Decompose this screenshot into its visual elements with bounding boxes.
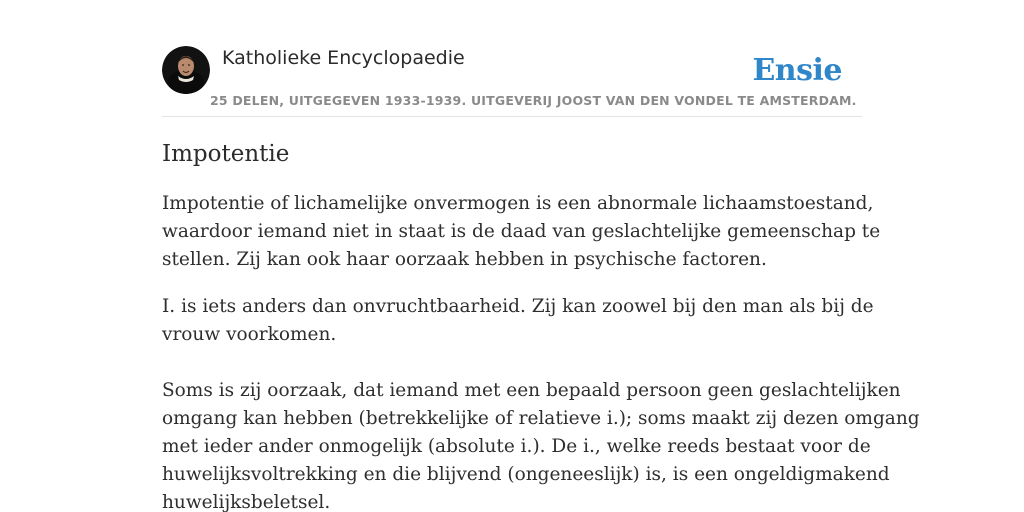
paragraph-line: met ieder ander onmogelijk (absolute i.). De i., welke reeds bestaat voor de bbox=[162, 436, 871, 457]
source-avatar[interactable] bbox=[162, 46, 210, 94]
article bbox=[162, 136, 920, 512]
source-title[interactable]: Katholieke Encyclopaedie bbox=[222, 47, 465, 69]
brand-logo[interactable]: Ensie bbox=[752, 53, 842, 88]
paragraph-line: huwelijksbeletsel. bbox=[162, 492, 331, 512]
portrait-icon bbox=[162, 46, 210, 94]
paragraph-line: I. is iets anders dan onvruchtbaarheid. Zij kan zoowel bij den man als bij de bbox=[162, 296, 874, 317]
article-paragraph-1 bbox=[162, 190, 881, 274]
source-subtitle: 25 DELEN, UITGEGEVEN 1933-1939. UITGEVERIJ JOOST VAN DEN VONDEL TE AMSTERDAM. bbox=[210, 93, 857, 108]
article-paragraph-2 bbox=[162, 293, 874, 349]
paragraph-line: vrouw voorkomen. bbox=[162, 324, 337, 345]
paragraph-line: Impotentie of lichamelijke onvermogen is een abnormale lichaamstoestand, bbox=[162, 193, 874, 214]
article-paragraph-3 bbox=[162, 377, 920, 512]
paragraph-line: waardoor iemand niet in staat is de daad van geslachtelijke gemeenschap te bbox=[162, 221, 881, 242]
article-title: Impotentie bbox=[162, 141, 290, 167]
paragraph-line: Soms is zij oorzaak, dat iemand met een bepaald persoon geen geslachtelijken bbox=[162, 380, 901, 401]
paragraph-line: huwelijksvoltrekking en die blijvend (ongeneeslijk) is, is een ongeldigmakend bbox=[162, 464, 890, 485]
paragraph-line: stellen. Zij kan ook haar oorzaak hebben in psychische factoren. bbox=[162, 249, 767, 270]
source-header bbox=[162, 46, 862, 117]
paragraph-line: omgang kan hebben (betrekkelijke of relatieve i.); soms maakt zij dezen omgang bbox=[162, 408, 920, 429]
